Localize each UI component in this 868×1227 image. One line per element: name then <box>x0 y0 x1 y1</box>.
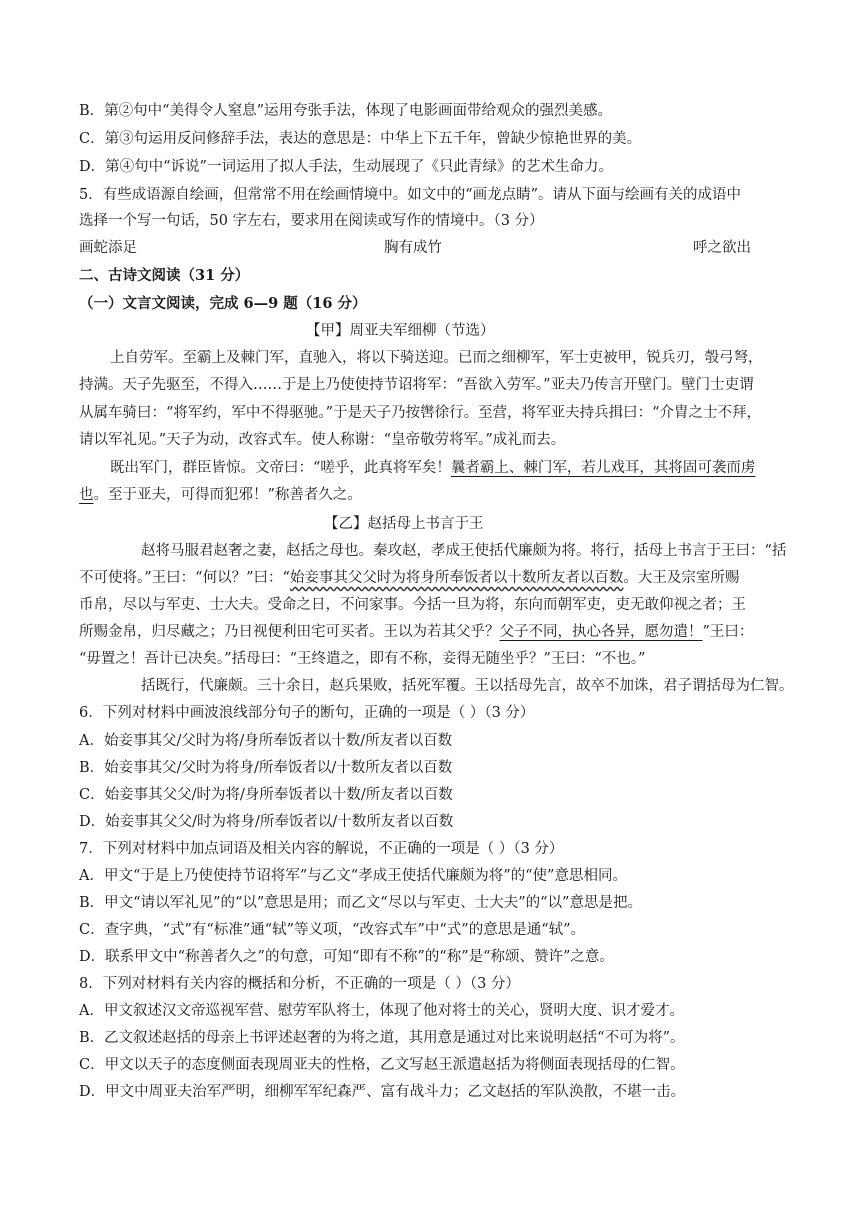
underlined-sentence: 父子不同，执心各异，愿勿遣！ <box>499 624 703 640</box>
subsection-heading: （一）文言文阅读，完成 6—9 题（16 分） <box>79 295 367 312</box>
q7-option-d: D．联系甲文中“称善者久之”的句意，可知“即有不称”的“称”是“称颂、赞许”之意。 <box>79 949 614 965</box>
passage-yi-title: 【乙】赵括母上书言于王 <box>324 516 484 532</box>
q6-option-b: B．始妾事其父/父时为将身/所奉饭者以/十数所友者以百数 <box>79 760 453 776</box>
passage-jia-title: 【甲】周亚夫军细柳（节选） <box>306 323 495 339</box>
underlined-sentence: 也 <box>79 487 94 503</box>
passage-jia-line: 持满。天子先驱至，不得入……于是上乃使使持节诏将军：“吾欲入劳军。”亚夫乃传言开壁门。壁门士吏谓 <box>79 377 754 393</box>
passage-yi-text: 不可使将。”王曰：“何以？”曰：“ <box>79 570 290 586</box>
q6-stem: 6．下列对材料中画波浪线部分句子的断句，正确的一项是（ ）（3 分） <box>79 705 535 721</box>
passage-jia-line: 请以军礼见。”天子为动，改容式车。使人称谢：“皇帝敬劳将军。”成礼而去。 <box>79 432 566 448</box>
q6-option-d: D．始妾事其父父/时为将身/所奉饭者以/十数所友者以百数 <box>79 814 454 830</box>
q8-option-a: A．甲文叙述汉文帝巡视军营、慰劳军队将士，体现了他对将士的关心，贤明大度、识才爱才。 <box>79 1003 684 1019</box>
q5-option-1: 画蛇添足 <box>79 240 137 256</box>
q8-option-c: C．甲文以天子的态度侧面表现周亚夫的性格，乙文写赵王派遣赵括为将侧面表现括母的仁智。 <box>79 1057 685 1073</box>
passage-jia-line: 从属车骑曰：“将军约，军中不得驱驰。”于是天子乃按辔徐行。至营，将军亚夫持兵揖曰：“介胄之士不拜， <box>79 405 761 421</box>
passage-jia-text: 。至于亚夫，可得而犯邪！”称善者久之。 <box>93 487 362 503</box>
q6-option-a: A．始妾事其父/父时为将/身所奉饭者以十数/所友者以百数 <box>79 733 453 749</box>
q8-stem: 8．下列对材料有关内容的概括和分析，不正确的一项是（ ）（3 分） <box>79 976 520 992</box>
q5-stem-line2: 选择一个写一句话，50 字左右，要求用在阅读或写作的情境中。（3 分） <box>79 213 544 229</box>
q7-option-a: A．甲文“于是上乃使使持节诏将军”与乙文“孝成王使括代廉颇为将”的“使”意思相同。 <box>79 868 627 884</box>
q5-stem-line1: 5．有些成语源自绘画，但常常不用在绘画情境中。如文中的“画龙点睛”。请从下面与绘画有关的成语中 <box>79 187 742 203</box>
passage-yi-text: ”王曰： <box>702 624 754 640</box>
passage-jia-line: 上自劳军。至霸上及棘门军，直驰入，将以下骑送迎。已而之细柳军，军士吏被甲，锐兵刃，彀弓弩， <box>110 350 763 366</box>
passage-yi-line <box>79 568 739 588</box>
q4-option-d: D．第④句中“诉说”一词运用了拟人手法，生动展现了《只此青绿》的艺术生命力。 <box>79 159 613 175</box>
q7-option-c: C．查字典，“式”有“标准”通“轼”等义项，“改容式车”中“式”的意思是通“轼”。 <box>79 922 586 938</box>
q7-stem: 7．下列对材料中加点词语及相关内容的解说，不正确的一项是（ ）（3 分） <box>79 841 564 857</box>
q6-option-c: C．始妾事其父父/时为将/身所奉饭者以十数/所友者以百数 <box>79 787 453 803</box>
underlined-sentence: 曩者霸上、棘门军，若儿戏耳，其将固可袭而虏 <box>450 460 756 476</box>
q5-option-2: 胸有成竹 <box>384 240 442 256</box>
q7-option-b: B．甲文“请以军礼见”的“以”意思是用；而乙文“尽以与军吏、士大夫”的“以”意思是把。 <box>79 895 642 911</box>
passage-yi-line: “毋置之！吾计已决矣。”括母曰：“王终遣之，即有不称，妾得无随坐乎？”王曰：“不也。” <box>79 651 646 667</box>
passage-yi-text: 。大王及宗室所赐 <box>623 570 740 586</box>
passage-yi-text: 所赐金帛，归尽藏之；乃日视便利田宅可买者。王以为若其父乎？ <box>79 624 500 640</box>
passage-jia-line <box>79 485 362 505</box>
passage-yi-line: 币帛，尽以与军吏、士大夫。受命之日，不问家事。今括一旦为将，东向而朝军吏，吏无敢仰视之者；王 <box>79 597 746 613</box>
passage-yi-line <box>79 622 753 642</box>
q4-option-b: B．第②句中“美得令人窒息”运用夸张手法，体现了电影画面带给观众的强烈美感。 <box>79 103 612 119</box>
q8-option-d: D．甲文中周亚夫治军严明，细柳军军纪森严、富有战斗力；乙文赵括的军队涣散，不堪一击。 <box>79 1084 686 1100</box>
section-heading: 二、古诗文阅读（31 分） <box>79 267 250 284</box>
q8-option-b: B．乙文叙述赵括的母亲上书评述赵奢的为将之道，其用意是通过对比来说明赵括“不可为将”。 <box>79 1030 685 1046</box>
wavy-underlined-sentence: 始妾事其父父时为将身所奉饭者以十数所友者以百数 <box>289 570 624 586</box>
q5-option-3: 呼之欲出 <box>693 240 751 256</box>
passage-jia-text: 既出军门，群臣皆惊。文帝曰：“嗟乎，此真将军矣！ <box>110 460 451 476</box>
passage-yi-line: 赵将马服君赵奢之妻，赵括之母也。秦攻赵，孝成王使括代廉颇为将。将行，括母上书言于王曰：“括 <box>141 543 787 559</box>
q4-option-c: C．第③句运用反问修辞手法，表达的意思是：中华上下五千年，曾缺少惊艳世界的美。 <box>79 131 642 147</box>
passage-yi-line: 括既行，代廉颇。三十余日，赵兵果败，括死军覆。王以括母先言，故卒不加诛，君子谓括母为仁智。 <box>141 678 794 694</box>
passage-jia-line <box>110 458 755 478</box>
